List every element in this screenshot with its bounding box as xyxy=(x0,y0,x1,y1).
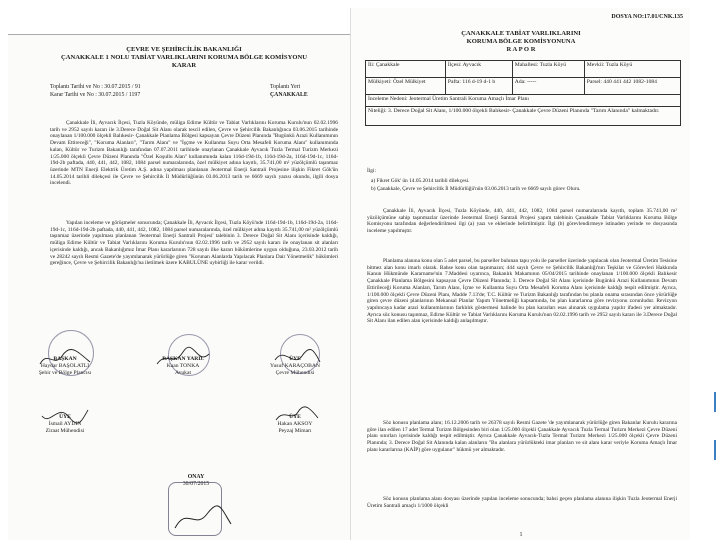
decision-date: Karar Tarihi ve No : 30.07.2015 / 1197 xyxy=(50,92,141,98)
signature-title: ÜYE xyxy=(289,356,301,362)
report-commission-subtitle: KORUMA BÖLGE KOMİSYONUNA xyxy=(466,38,576,45)
page-indicator xyxy=(714,440,716,460)
signature-title: BAŞKAN YARD. xyxy=(162,356,204,362)
signature-role: Çevre Mühendisi xyxy=(275,370,315,376)
signature-title: ÜYE xyxy=(59,414,71,420)
table-cell: Mülkiyeti: Özel Mülkiyet xyxy=(366,78,446,95)
table-row xyxy=(366,61,681,78)
report-header xyxy=(351,30,691,54)
handwritten-signature xyxy=(40,404,90,426)
report-paragraph-3: Söz konusu planlama alanı; 16.12.2006 tarih ve 26378 sayılı Resmi Gazete 'de yayımlanarak yürürlüğe giren Bakanlar Kurulu kararına göre ilan edilen 17 adet Termal Turizm Bölgesinden biri olan 1/25.000 ölçekli Çanakkale Ayvacık Tuzla Termal Turizm Merkezi Çevre Düzeni planı sınırları içerisinde kaldığı tespit edilmiştir. Ayrıca Çanakkale Ayvacık-Tuzla Termal Turizm Merkezi 1/25.000 ölçekli Çevre Düzeni Planında; 3. Derece Doğal Sit Alanında kalan alanların "Bu alanlara yürürlükteki imar planları ve sit alanı karar veriyle Koruma Amaçlı İmar planı kararlarına (KAİP) göre uygulanır" hükmü yer almaktadır. xyxy=(367,420,677,453)
table-cell: Pafta: 116 d-19 d-1 b xyxy=(445,78,512,95)
page-indicator xyxy=(714,392,716,412)
report-document xyxy=(350,8,691,540)
official-seal xyxy=(48,330,94,376)
table-cell: Ada: ----- xyxy=(512,78,584,95)
signature-title: ÜYE xyxy=(289,414,301,420)
signature-name: Yusuf KARAÇOBAN xyxy=(270,363,320,369)
table-cell: Mahallesi: Tuzla Köyü xyxy=(512,61,584,78)
official-seal xyxy=(280,334,320,374)
meeting-place-label: Toplantı Yeri xyxy=(270,84,301,90)
report-paragraph-1: Çanakkale İli, Ayvacık İlçesi, Tuzla Köyünde, 440, 441, 442, 1082, 1084 parsel numaralarında kayıtlı, toplam 35.741,00 m² yüzölçümüne sahip taşınmazlar üzerinde Jeotermal Enerji Santrali Projesi yapım talebinin Çanakkale Tabiat Varlıklarını Koruma Bölge Komisyonu tarafından değerlendirilmesi ilgi (a) yazı ve eklerinde belirtilmiştir. İlgi (b) görevlendirmeye istinaden yerinde ve dosyasında inceleme yapılmıştır. xyxy=(367,208,677,235)
table-cell: Parsel: 440 441 442 1082-1084 xyxy=(584,78,680,95)
table-cell: İnceleme Nedeni: Jeotermal Üretim Santrali Koruma Amaçlı İmar Planı xyxy=(366,95,681,107)
signature-role: Peyzaj Mimarı xyxy=(278,428,312,434)
file-number: DOSYA NO:17.01/CNK.135 xyxy=(611,14,683,20)
report-paragraph-4: Söz konusu planlama alanı dosyası üzerinde yapılan inceleme sonucunda; bahsi geçen planlama alanına ilişkin Tuzla Jeotermal Enerji Üretim Santrali amaçlı 1/1000 ölçekli xyxy=(367,496,677,509)
approval-date: 30/07/2015 xyxy=(182,481,210,487)
page-edge xyxy=(8,34,360,35)
handwritten-signature xyxy=(173,504,233,534)
decision-document xyxy=(8,34,360,540)
commission-title: ÇANAKKALE 1 NOLU TABİAT VARLIKLARINI KORUMA BÖLGE KOMİSYONU xyxy=(60,54,308,61)
table-row xyxy=(366,95,681,107)
table-row xyxy=(366,78,681,95)
meeting-place: ÇANAKKALE xyxy=(270,92,308,98)
parcel-info-table xyxy=(365,60,681,126)
ministry-title: ÇEVRE VE ŞEHİRCİLİK BAKANLIĞI xyxy=(126,46,242,53)
approval-label: ONAY xyxy=(187,474,205,480)
report-commission-title: ÇANAKKALE TABİAT VARLIKLARINI xyxy=(461,30,581,37)
signature-name: İsmail AYDIN xyxy=(48,421,82,427)
table-cell: Mevkii: Tuzla Köyü xyxy=(584,61,680,78)
official-seal xyxy=(168,334,210,376)
table-cell: Niteliği: 3. Derece Doğal Sit Alanı, 1/100.000 ölçekli Balıkesir- Çanakkale Çevre Düzeni Planında "Tarım Alanında" kalmaktadır. xyxy=(366,107,681,126)
meeting-date: Toplantı Tarihi ve No : 30.07.2015 / 91 xyxy=(50,84,141,90)
decision-paragraph-2: Yapılan inceleme ve görüşmeler sonucunda; Çanakkale İli, Ayvacık İlçesi, Tuzla Köyü'nde 116d-19d-1b, 116d-19d-2a, 116d-19d-1c, 116d-19d-2b paftada, 440, 441, 442, 1082, 1084 parsel numaralarında, özel mülkiyet adına kayıtlı 35.741,00 m² yüzölçümlü taşınmaz üzerinde yapılması planlanan 'Jeotermal Enerji Santrali Projesi' talebinin 3. Derece Doğal Sit Alanı içerisinde kaldığı, müliga Edirne Kültür ve Tabiat Varlıklarını Koruma Kurulu'nun 02.02.1996 tarih ve 2952 sayılı kararı ile onaylanan sit alanları içerisinde kaldığı, ancak Bakanlığımız İmar Planı kararlarının 728 sayılı ilke kararı hükümlerine uygun olduğuna, 23.03.2012 tarih ve 28242 sayılı Resmi Gazete'de yayımlanarak yürürlüğe giren "Korunan Alanlarda Yapılacak Planlara Dair Yönetmelik" hükümleri gereğince, Çevre ve Şehircilik Bakanlığı'na iletilmek üzere KABULÜNE uybirliği ile karar verildi. xyxy=(50,220,338,267)
signature-name: Kaan TONKA xyxy=(166,363,200,369)
signature-role: Şehir ve Bölge Plancısı xyxy=(38,370,92,376)
page-number: 1 xyxy=(519,532,523,538)
signature-role: Ziraat Mühendisi xyxy=(45,428,85,434)
decision-label: KARAR xyxy=(171,62,197,69)
reference-b: b) Çanakkale, Çevre ve Şehircilik İl Müdürlüğü'nün 03.06.2013 tarih ve 6669 sayılı görev Oluru. xyxy=(371,186,581,192)
report-label: R A P O R xyxy=(506,46,536,53)
decision-paragraph-1: Çanakkale İli, Ayvacık İlçesi, Tuzla Köyünde, müliga Edirne Kültür ve Tabiat Varlıklarını Koruma Kurulu'nun 02.02.1996 tarih ve 2952 sayılı kararı ile 3.Derece Doğal Sit Alanı olarak tescil edilen, Çevre ve Şehircilik Bakanlığınca 03.06.2015 tarihinde onaylanan 1/100.000 ölçekli Balıkesir- Çanakkale Planlama Bölgesi kapsayan Çevre Düzeni Planında "Bugünkü Arazi Kullanımının Devam Ettireceği", "Koruma Alanları", "Tarım Alanı" ve "İşçme ve Kullanma Suyu Orta Mesafeli Koruma Alanı" kullanımında kalan, Kültür ve Turizm Bakanlığı tarafından 07.07.2011 tarihinde onaylanan Çanakkale Ayvacık Tuzla Termal Turizm Merkezi 1/25.000 ölçekli Çevre Düzeni Planında "Özel Koşullu Alan" kullanımında kalan 116d-19d-1b, 116d-19d-2a, 116d-19d-1c, 116d-19d-2b paftada, 440, 441, 442, 1082, 1084 parsel numaralarında, özel mülkiyet adına kayıtlı, 35.741,00 m² yüzölçümlü taşınmaz üzerinde MTN Enerji Elektrik Üretim A.Ş. adına yapılması planlanan Jeotermal Enerji Santrali Projesine ilişkin Fikret Gök'ün 14.05.2014 tarihli dilekçesi ile Çevre ve Şehircilik İl Müdürlüğünün 03.06.2013 tarih ve 6669 sayılı yazısı okundu, ilgili dosya incelendi. xyxy=(50,120,338,187)
handwritten-signature xyxy=(272,404,320,426)
table-row xyxy=(366,107,681,126)
signature-name: Haydar BAŞOLATLI xyxy=(40,363,90,369)
signature-member-3 xyxy=(250,414,340,435)
table-cell: İlçesi: Ayvacık xyxy=(445,61,512,78)
signature-member-2 xyxy=(20,414,110,435)
report-paragraph-2: Planlama alanına konu olan 5 adet parsel, bu parseller bulunan tapu yolu ile parseller üzerinde yapılacak olan Jeotermal Üretim Tesisine bitmez alan konu imarlı olarak. Bahse konu olan taşınmazın; 444 sayılı Çevre ve Şehircilik Bakanlığı'nın Teşkilat ve Görevleri Hakkında Kanun Hükmünde Kararname'nin 7.Maddesi uyarınca, Bakanlık Makamının 05/04/2015 tarihinde onaylanan 1/100.000 ölçekli Balıkesir Çanakkale Planlama Bölgesini kapsayan Çevre Düzeni Planında; 3. Derece Doğal Sit Alanı içerisinde Bugünkü Arazi Kullanımının Devam Ettirileceği Koruma Alanları, Tarım Alanı, İçme ve Kullanma Suyu Orta Mesafeli Koruma Alanı içerisinde kaldığı tespit edilmiştir. Ayrıca, 1/100.000 ölçekli Çevre Düzeni Planı, Madde 7.13'de; T.C. Kültür ve Turizm Bakanlığı tarafından bu planla onama sırasından önce yürürlüğe giren çevre düzeni planlarının Mekansal Planlar Yapım Yönetmeliği kapsamında, bu plan kararlarına göre revizyonu zorunludur. Revizyon yapılıncaya kadar arazi kullanımlarının farklılık göstermesi halinde bu plan kararları esas alınarak uygulama yapılır ifadesi yer almaktadır. Ayrıca söz konusu taşınmaz, Edirne Kültür ve Tabiat Varlıklarını Koruma Kurulu'nun 02.02.1996 tarih ve 2952 sayılı kararı ile 3.Derece Doğal Sit Alanı ilan edilen alan içerisinde kaldığı anlaşılmıştır. xyxy=(367,258,677,325)
decision-header xyxy=(8,46,360,70)
reference-label: İlgi: xyxy=(367,168,376,174)
reference-a: a) Fikret Gök' ün 14.05.2014 tarihli dilekçesi. xyxy=(371,178,470,184)
viewer-side-strip xyxy=(690,0,720,540)
signature-role: Avukat xyxy=(174,370,192,376)
signature-title: BAŞKAN xyxy=(53,356,77,362)
table-cell: İli: Çanakkale xyxy=(366,61,446,78)
signature-name: Hakan AKSOY xyxy=(277,421,313,427)
